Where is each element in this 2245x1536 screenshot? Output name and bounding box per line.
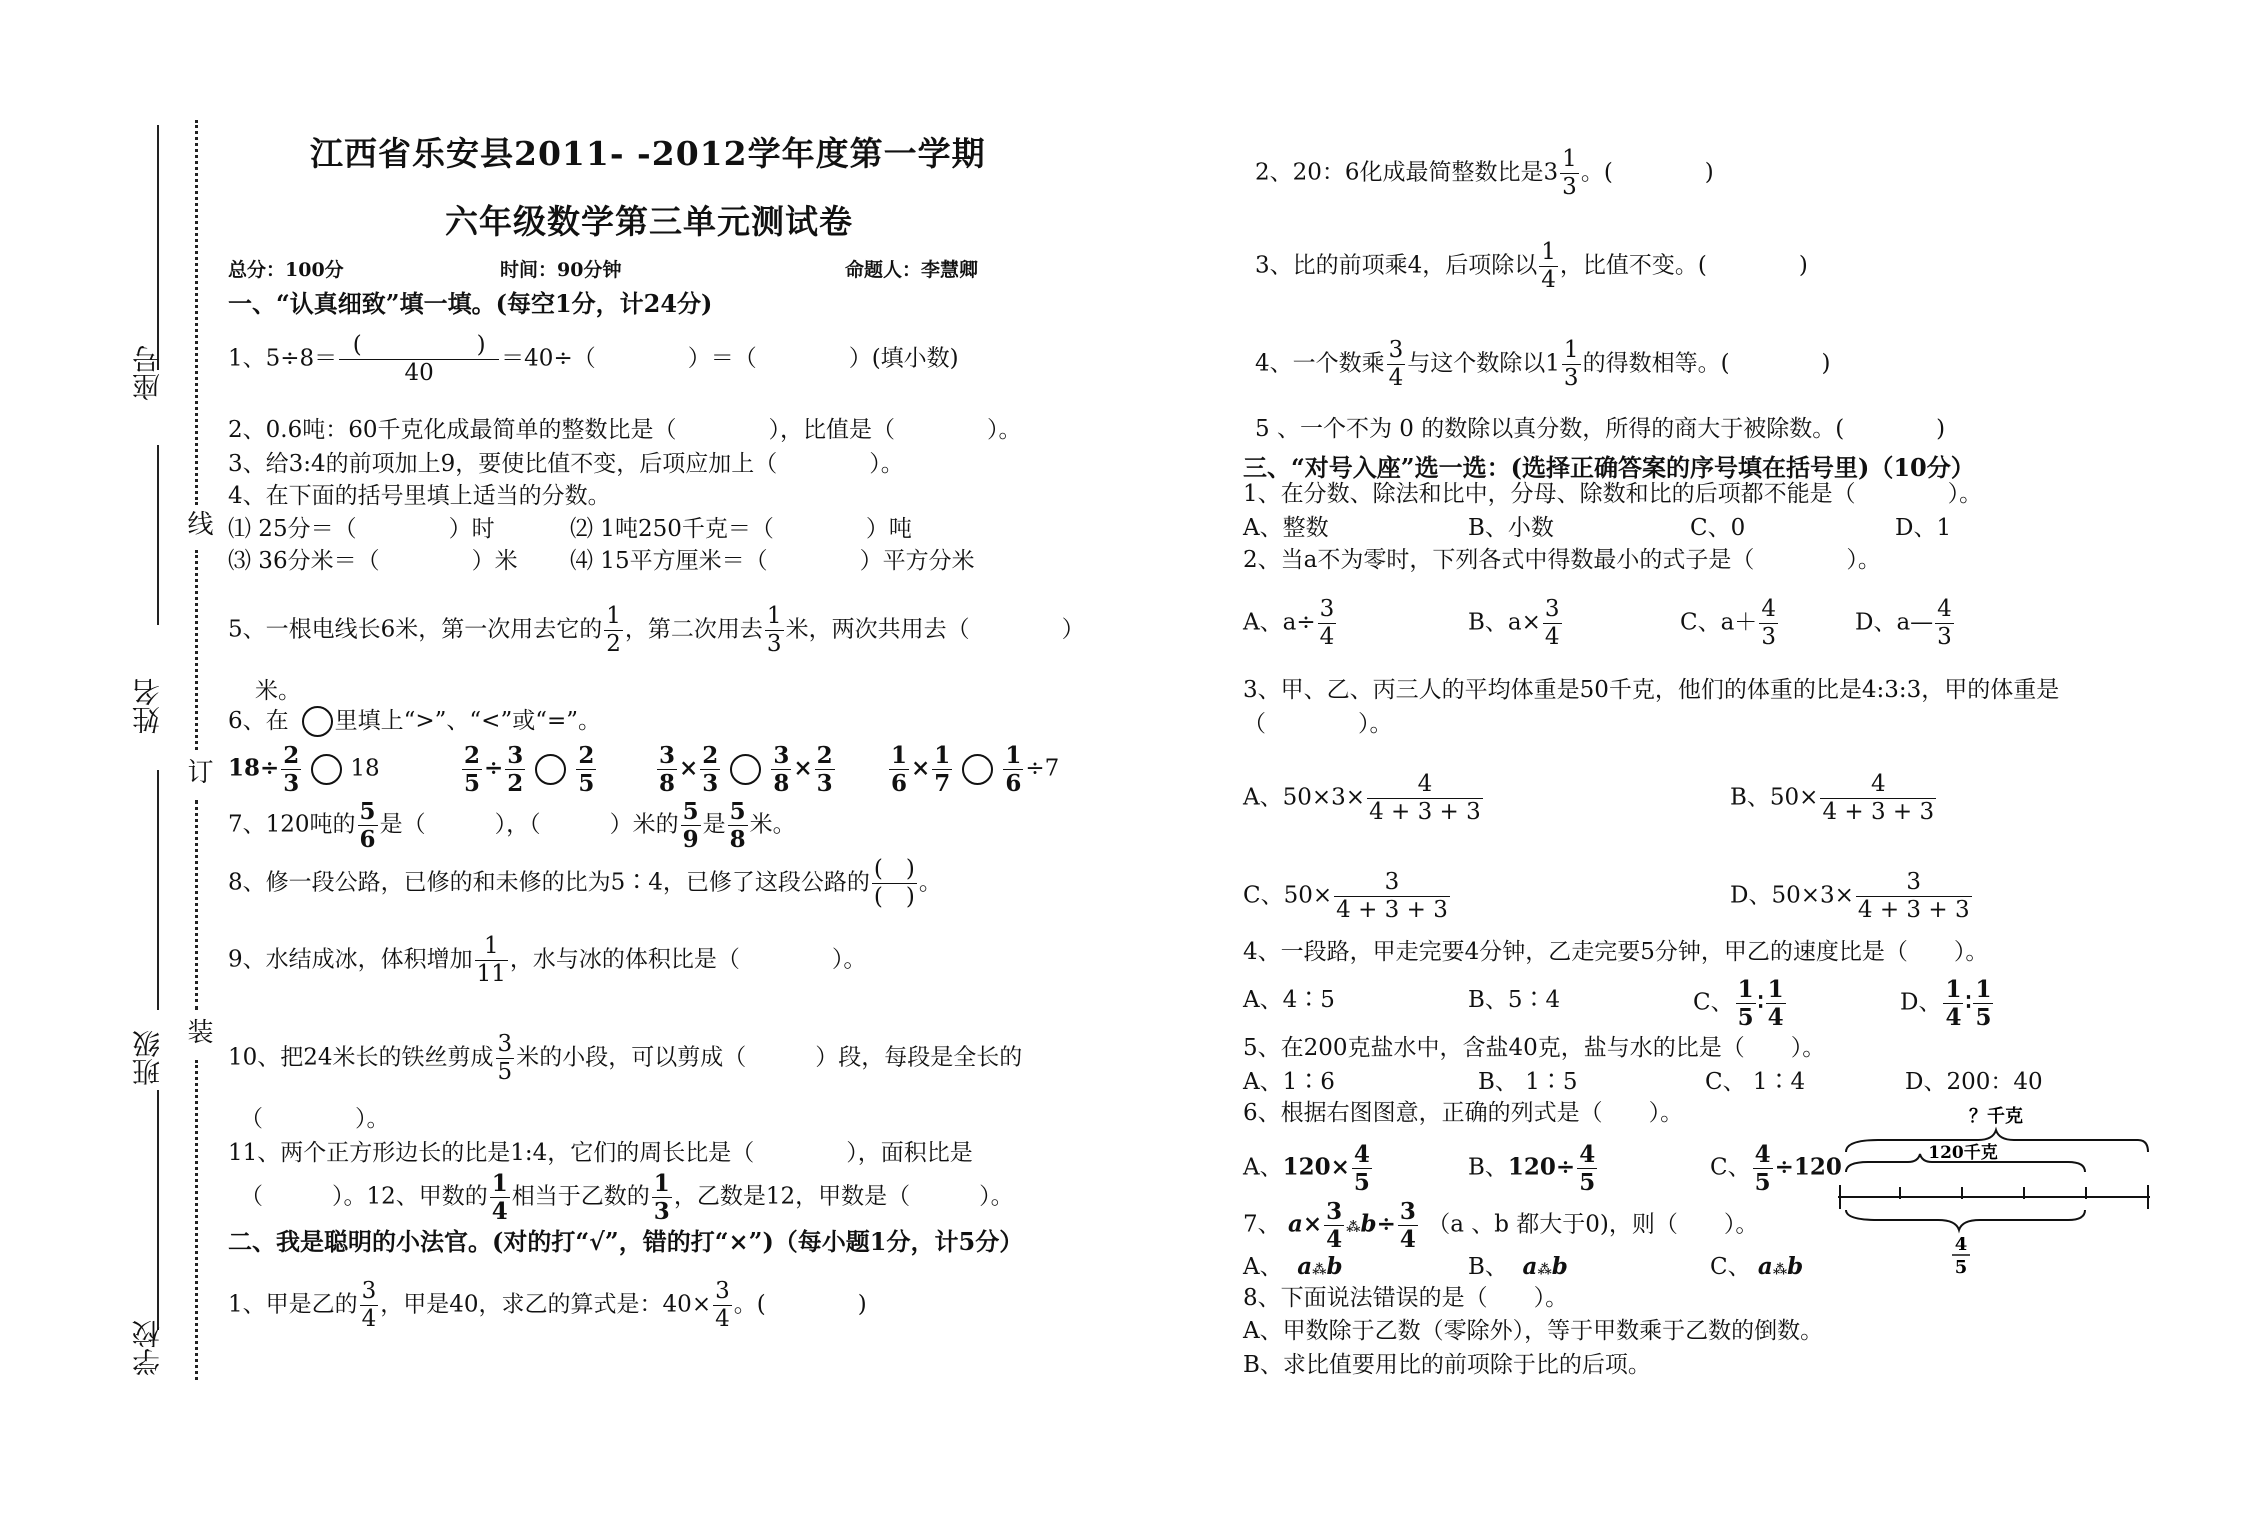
binding-mark-order: 订 [183,758,213,784]
s3-q4: 4、一段路，甲走完要4分钟，乙走完要5分钟，甲乙的速度比是（ ）。 [1243,939,1989,965]
s2-q5: 5 、一个不为 0 的数除以真分数，所得的商大于被除数。( ) [1255,416,1946,442]
s3-q6-opt-a[interactable]: A、120× $\frac{4}{5}$ [1243,1141,1370,1196]
s3-q1-opt-b[interactable]: B、小数 [1468,515,1554,541]
margin-label-name: 姓名 [131,678,164,734]
binding-mark-line: 线 [183,510,213,536]
s1-q4-1: ⑴ 25分＝（ ）时 [228,516,495,542]
margin-line-4 [157,1090,159,1330]
s1-q4-3: ⑶ 36分米＝（ ）米 [228,548,518,574]
s1-q6-compare-4: $\frac{1}{6}$ × $\frac{1}{7}$ $\frac{1}{6}$ ÷7 [891,742,1060,797]
s1-q5-tail: 米。 [255,678,301,704]
s3-q2-opt-d[interactable]: D、a— $\frac{4}{3}$ [1855,596,1952,650]
margin-line-3 [157,770,159,1010]
binding-mark-bind: 装 [183,1018,213,1044]
s1-q6-compare-3: $\frac{3}{8}$ × $\frac{2}{3}$ $\frac{3}{8}$ × $\frac{2}{3}$ [659,742,833,797]
s3-q8: 8、下面说法错误的是（ ）。 [1243,1285,1569,1311]
s2-q4: 4、一个数乘 $\frac{3}{4}$ 与这个数除以1 $\frac{1}{3}$ 的得数相等。( ) [1255,337,1831,391]
s3-q6-opt-b[interactable]: B、120÷ $\frac{4}{5}$ [1468,1141,1596,1196]
s3-q4-opt-a[interactable]: A、4∶5 [1243,987,1335,1013]
s1-q11-12: （ ）。12、甲数的 $\frac{1}{4}$ 相当于乙数的 $\frac{1}{3}$ ，乙数是12，甲数是（ ）。 [240,1170,1014,1225]
exam-author: 命题人：李慧卿 [845,259,979,281]
s1-q9: 9、水结成冰，体积增加 $\frac{1}{11}$ ，水与冰的体积比是（ ）。 [228,933,867,987]
s3-q4-opt-c[interactable]: C、 $\frac{1}{5}$ ∶ $\frac{1}{4}$ [1693,976,1784,1031]
s3-q7-opt-c[interactable]: C、 a⁂b [1710,1253,1804,1280]
compare-circle-1[interactable] [311,754,342,785]
s3-q3-opt-b[interactable]: B、50× $\frac{4}{4 + 3 + 3}$ [1730,771,1935,825]
diagram-bottom-brace [1846,1210,2085,1230]
s1-q3: 3、给3:4的前项加上9，要使比值不变，后项应加上（ ）。 [228,451,904,477]
s3-q6-opt-c[interactable]: C、 $\frac{4}{5}$ ÷120 [1710,1141,1842,1196]
s3-q7-opt-a[interactable]: A、 a⁂b [1243,1253,1343,1280]
s1-q6-compare-2: $\frac{2}{5}$ ÷ $\frac{3}{2}$ $\frac{2}{5}$ [464,742,595,797]
s3-q3: 3、甲、乙、丙三人的平均体重是50千克，他们的体重的比是4:3:3，甲的体重是 [1243,677,2060,703]
s1-q8: 8、修一段公路，已修的和未修的比为5∶4，已修了这段公路的 $\frac{( )}{( )}$ 。 [228,856,942,910]
s3-q2: 2、当a不为零时，下列各式中得数最小的式子是（ ）。 [1243,547,1881,573]
margin-line-1 [157,125,159,370]
s3-q5-opt-a[interactable]: A、1∶6 [1243,1069,1335,1095]
s3-q3-opt-d[interactable]: D、50×3× $\frac{3}{4 + 3 + 3}$ [1730,869,1970,923]
margin-line-2 [157,445,159,625]
s1-q10: 10、把24米长的铁丝剪成 $\frac{3}{5}$ 米的小段，可以剪成（ ）段，每段是全长的 [228,1031,1023,1085]
s3-q1-opt-d[interactable]: D、1 [1895,515,1952,541]
s3-q3-tail: （ ）。 [1243,711,1393,737]
s1-q4: 4、在下面的括号里填上适当的分数。 [228,483,611,509]
diagram-fraction-num: 4 [1954,1234,1968,1255]
s3-q7-opt-b[interactable]: B、 a⁂b [1468,1253,1568,1280]
s1-q4-4: ⑷ 15平方厘米＝（ ）平方分米 [570,548,975,574]
s3-q5-opt-c[interactable]: C、 1∶4 [1705,1069,1806,1095]
section-3-heading: 三、“对号入座”选一选：(选择正确答案的序号填在括号里)（10分） [1243,453,1975,482]
s1-q1: 1、5÷8＝ $\frac{( )}{40}$ ＝40÷（ ）＝（ ）(填小数) [228,332,959,386]
s3-q8-opt-a[interactable]: A、甲数除于乙数（零除外），等于甲数乘于乙数的倒数。 [1243,1318,1824,1344]
binding-dotted-line-1 [195,120,198,505]
s3-q7: 7、 a× $\frac{3}{4}$ ⁂b÷ $\frac{3}{4}$ （a 、b 都大于0)，则（ ）。 [1243,1198,1759,1253]
s3-q1-opt-a[interactable]: A、整数 [1243,515,1329,541]
s3-q3-opt-c[interactable]: C、50× $\frac{3}{4 + 3 + 3}$ [1243,869,1448,923]
section-2-heading: 二、我是聪明的小法官。(对的打“√”，错的打“×”)（每小题1分，计5分） [228,1227,1024,1256]
s1-q10-tail: （ ）。 [240,1106,390,1132]
s3-q5: 5、在200克盐水中，含盐40克，盐与水的比是（ ）。 [1243,1035,1826,1061]
diagram-question-label: ？千克 [1969,1106,2023,1127]
s1-q11: 11、两个正方形边长的比是1:4，它们的周长比是（ ），面积比是 [228,1140,973,1166]
s3-q1: 1、在分数、除法和比中，分母、除数和比的后项都不能是（ ）。 [1243,481,1983,507]
s3-q2-opt-c[interactable]: C、a＋ $\frac{4}{3}$ [1680,596,1776,650]
exam-title-line-1: 江西省乐安县2011- -2012学年度第一学期 [310,134,986,173]
s3-q8-opt-b[interactable]: B、求比值要用比的前项除于比的后项。 [1243,1352,1651,1378]
s3-q6: 6、根据右图图意，正确的列式是（ ）。 [1243,1100,1684,1126]
s3-q3-opt-a[interactable]: A、50×3× $\frac{4}{4 + 3 + 3}$ [1243,771,1481,825]
binding-dotted-line-3 [195,800,198,1010]
s1-q6: 6、在 里填上“>”、“<”或“=”。 [228,706,601,736]
compare-circle-3[interactable] [730,754,761,785]
s3-q4-opt-d[interactable]: D、 $\frac{1}{4}$ ∶ $\frac{1}{5}$ [1900,976,1992,1031]
compare-circle-icon [302,706,333,737]
s2-q2: 2、20：6化成最简整数比是3 $\frac{1}{3}$ 。( ) [1255,146,1714,200]
s1-q5: 5、一根电线长6米，第一次用去它的 $\frac{1}{2}$ ，第二次用去 $\frac{1}{3}$ 米，两次共用去（ ） [228,603,1085,657]
s2-q3: 3、比的前项乘4，后项除以 $\frac{1}{4}$ ，比值不变。( ) [1255,239,1808,293]
compare-circle-4[interactable] [962,754,993,785]
margin-label-class: 班级 [131,1030,164,1086]
s1-q6-compare-1: 18÷ $\frac{2}{3}$ 18 [228,742,380,797]
s3-q2-opt-a[interactable]: A、a÷ $\frac{3}{4}$ [1243,596,1335,650]
s1-q4-2: ⑵ 1吨250千克＝（ ）吨 [570,516,912,542]
section-1-heading: 一、“认真细致”填一填。(每空1分，计24分) [228,289,713,318]
exam-title-line-2: 六年级数学第三单元测试卷 [445,202,853,241]
s1-q7: 7、120吨的 $\frac{5}{6}$ 是（ ），（ ）米的 $\frac{5}{9}$ 是 $\frac{5}{8}$ 米。 [228,798,796,853]
s2-q1: 1、甲是乙的 $\frac{3}{4}$ ，甲是40，求乙的算式是：40× $\frac{3}{4}$ 。( ) [228,1278,867,1332]
diagram-fraction-den: 5 [1954,1257,1968,1275]
compare-circle-2[interactable] [535,754,566,785]
s3-q5-opt-d[interactable]: D、200：40 [1905,1069,2043,1095]
s3-q5-opt-b[interactable]: B、 1∶5 [1478,1069,1578,1095]
s3-q2-opt-b[interactable]: B、a× $\frac{3}{4}$ [1468,596,1560,650]
exam-time: 时间：90分钟 [500,259,622,281]
margin-label-seat: 座号 [131,345,164,401]
s3-q1-opt-c[interactable]: C、0 [1690,515,1746,541]
binding-dotted-line-4 [195,1060,198,1380]
s3-q6-line-diagram [1838,1100,2150,1275]
binding-dotted-line-2 [195,550,198,750]
total-score: 总分：100分 [228,259,344,281]
margin-label-school: 学校 [131,1320,164,1376]
s1-q2: 2、0.6吨：60千克化成最简单的整数比是（ ），比值是（ ）。 [228,417,1022,443]
diagram-120-label: 120千克 [1928,1143,1998,1163]
s3-q4-opt-b[interactable]: B、5∶4 [1468,987,1561,1013]
